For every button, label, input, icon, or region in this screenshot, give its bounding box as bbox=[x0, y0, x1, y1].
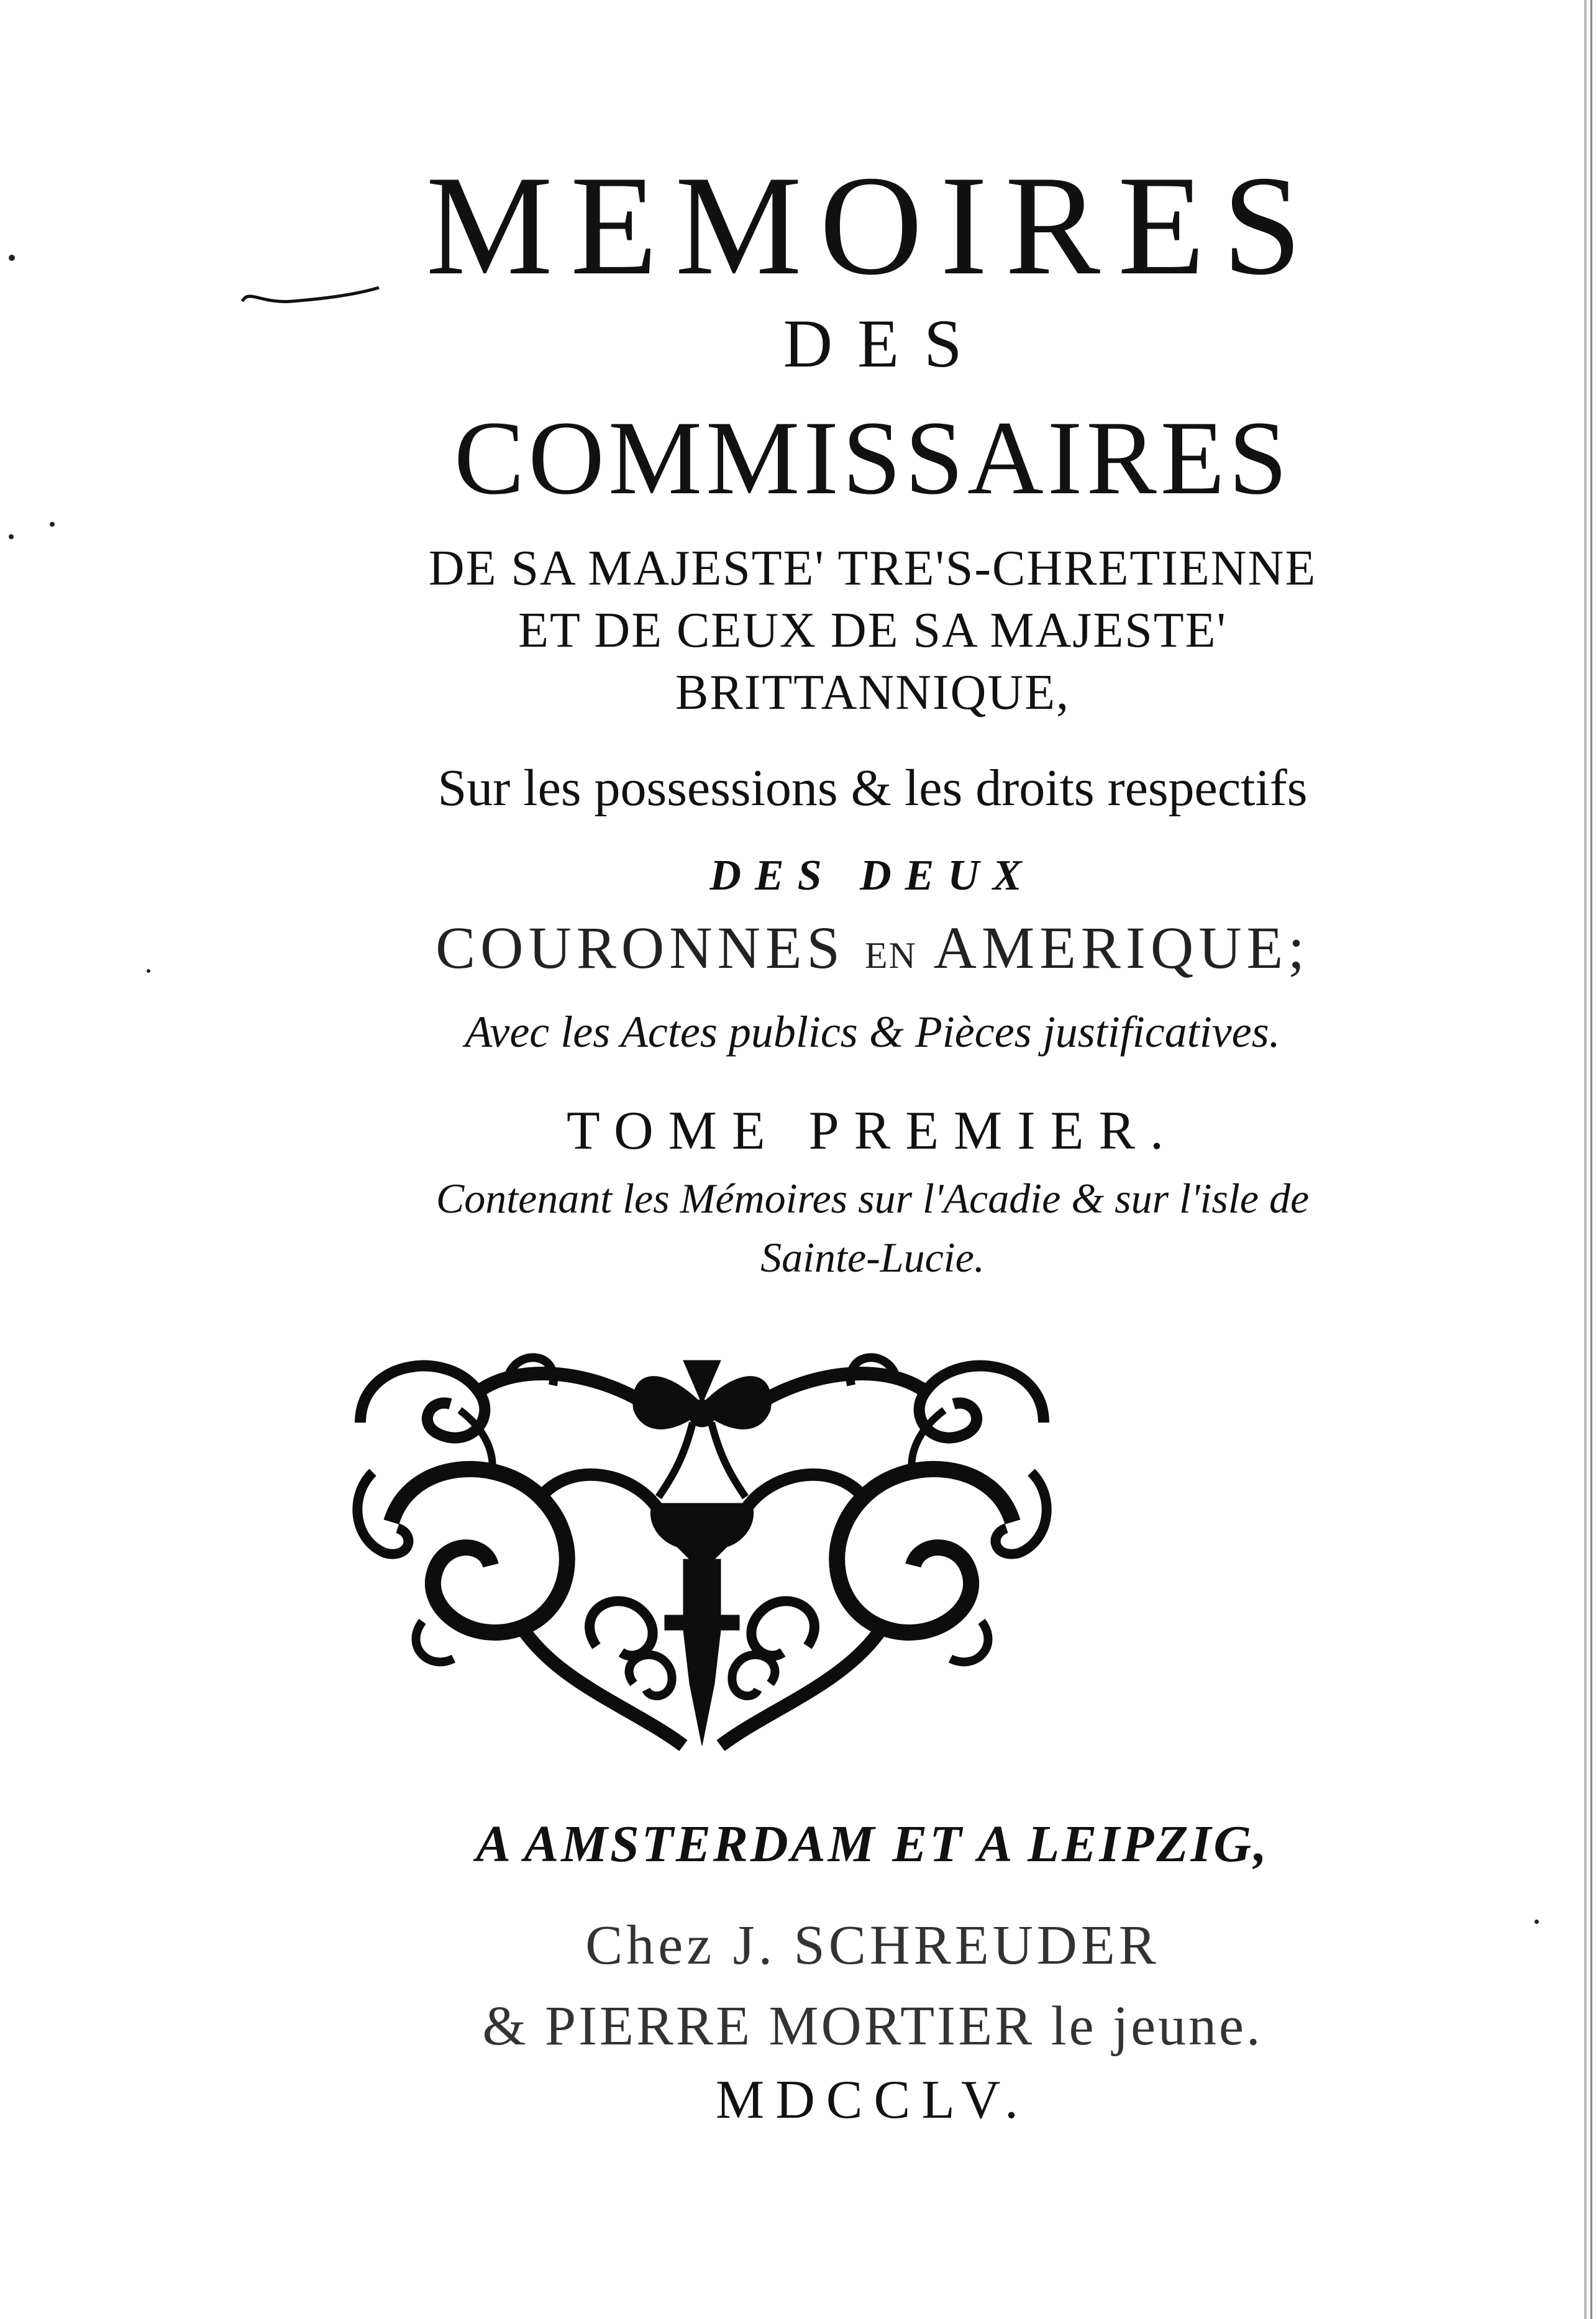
subtitle-line-2: ET DE CEUX DE SA MAJESTE' bbox=[518, 603, 1227, 658]
title-commissaires: COMMISSAIRES bbox=[454, 399, 1292, 516]
ink-speck bbox=[1534, 1920, 1539, 1924]
subtitle-line-1: DE SA MAJESTE' TRE'S-CHRETIENNE bbox=[428, 541, 1317, 596]
ink-speck bbox=[9, 534, 14, 539]
ink-speck bbox=[9, 255, 15, 261]
page-edge-shadow bbox=[1566, 0, 1596, 2319]
subtitle-des-deux: DES DEUX bbox=[709, 852, 1036, 900]
title-memoires: MEMOIRES bbox=[426, 146, 1320, 304]
couronnes-word: COURONNES bbox=[435, 914, 845, 981]
ink-speck bbox=[50, 522, 55, 527]
title-des: DES bbox=[783, 306, 987, 381]
ink-speck bbox=[147, 969, 150, 973]
subtitle-possessions: Sur les possessions & les droits respectifs bbox=[437, 759, 1308, 817]
imprint-publisher-2: & PIERRE MORTIER le jeune. bbox=[482, 1995, 1263, 2057]
contenant-line-2: Sainte-Lucie. bbox=[760, 1234, 985, 1281]
baroque-vase-ornament-icon bbox=[335, 1336, 1069, 1758]
amerique-word: AMERIQUE; bbox=[933, 914, 1310, 981]
imprint-year: MDCCLV. bbox=[715, 2070, 1030, 2130]
subtitle-actes-publics: Avec les Actes publics & Pièces justificatives. bbox=[465, 1007, 1280, 1057]
contenant-line-1: Contenant les Mémoires sur l'Acadie & sur l'isle de bbox=[435, 1175, 1310, 1222]
en-word: EN bbox=[864, 935, 917, 976]
subtitle-line-3: BRITTANNIQUE, bbox=[675, 665, 1070, 720]
imprint-place: A AMSTERDAM ET A LEIPZIG, bbox=[475, 1815, 1270, 1873]
imprint-publisher-1: Chez J. SCHREUDER bbox=[585, 1915, 1160, 1976]
tome-premier: TOME PREMIER. bbox=[566, 1101, 1179, 1161]
pen-flourish-icon bbox=[236, 283, 385, 308]
subtitle-couronnes bbox=[0, 913, 1596, 982]
